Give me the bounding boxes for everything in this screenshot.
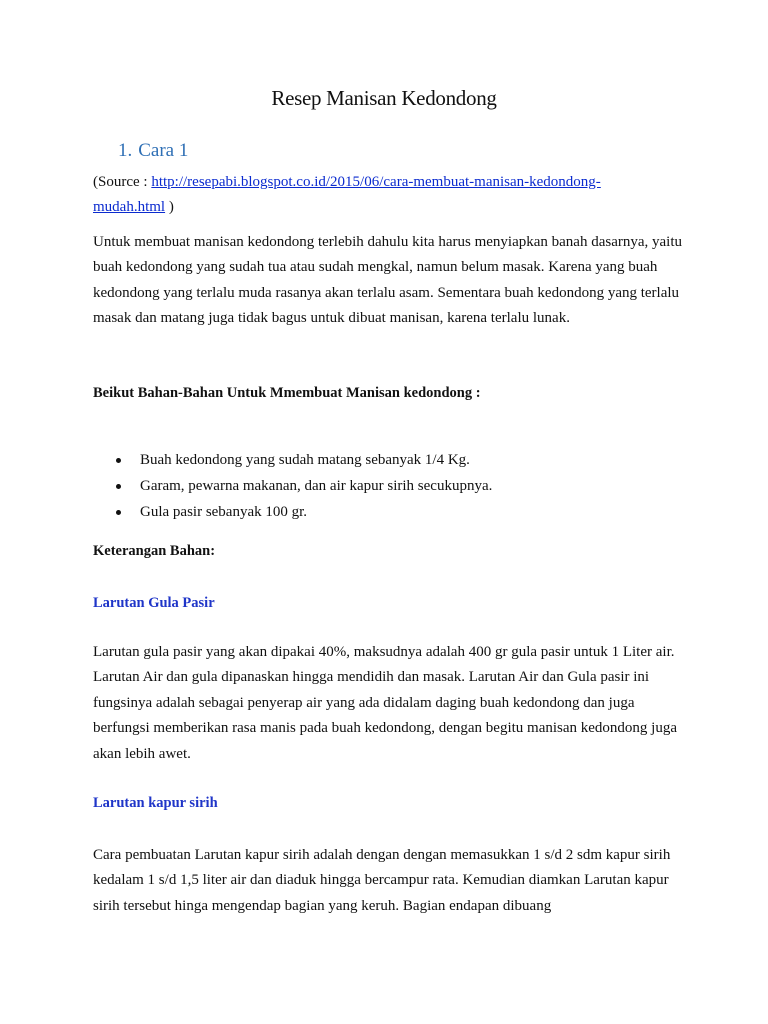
list-item-text: Buah kedondong yang sudah matang sebanyak 1/4 Kg. <box>140 452 470 468</box>
gula-pasir-paragraph: Larutan gula pasir yang akan dipakai 40%, maksudnya adalah 400 gr gula pasir untuk 1 Liter air. Larutan Air dan gula dipanaskan hingga mendidih dan masak. Larutan Air dan Gula pasir ini fungsinya adalah sebagai penyerap air yang ada didalam daging buah kedondong dan juga berfungsi memberikan rasa manis pada buah kedondong, dengan begitu manisan kedondong juga akan lebih awet. <box>93 644 678 762</box>
document-title: Resep Manisan Kedondong <box>271 86 497 110</box>
kapur-sirih-paragraph: Cara pembuatan Larutan kapur sirih adalah dengan dengan memasukkan 1 s/d 2 sdm kapur sirih kedalam 1 s/d 1,5 liter air dan diaduk hingga bercampur rata. Kemudian diamkan Larutan kapur sirih tersebut hinga mengendap bagian yang keruh. Bagian endapan dibuang <box>93 847 671 914</box>
section-number: 1. <box>118 140 133 161</box>
section-heading-cara-1 <box>118 140 188 162</box>
gula-pasir-heading: Larutan Gula Pasir <box>93 595 215 611</box>
notes-heading: Keterangan Bahan: <box>93 543 216 559</box>
list-item-text: Garam, pewarna makanan, dan air kapur sirih secukupnya. <box>140 478 493 494</box>
list-item <box>93 473 492 499</box>
ingredients-heading: Beikut Bahan-Bahan Untuk Mmembuat Manisan kedondong : <box>93 385 481 401</box>
intro-paragraph: Untuk membuat manisan kedondong terlebih dahulu kita harus menyiapkan banah dasarnya, yaitu buah kedondong yang sudah tua atau sudah mengkal, namun belum masak. Karena yang buah kedondong yang terlalu muda rasanya akan terlalu asam. Sementara buah kedondong yang terlalu masak dan matang juga tidak bagus untuk dibuat manisan, karena terlalu lunak. <box>93 234 683 327</box>
source-link-line1: http://resepabi.blogspot.co.id/2015/06/cara-membuat-manisan-kedondong- <box>151 174 601 190</box>
source-prefix: (Source : <box>93 174 152 190</box>
bullet-icon <box>116 458 121 463</box>
bullet-icon <box>116 484 121 489</box>
kapur-sirih-heading: Larutan kapur sirih <box>93 795 218 811</box>
source-suffix: ) <box>165 199 174 216</box>
ingredients-list <box>93 447 492 525</box>
source-link-line2: mudah.html <box>93 199 166 216</box>
source-line <box>93 170 683 221</box>
bullet-icon <box>116 510 121 515</box>
list-item <box>93 499 492 525</box>
list-item <box>93 447 492 473</box>
list-item-text: Gula pasir sebanyak 100 gr. <box>140 504 308 520</box>
section-label: Cara 1 <box>138 140 189 161</box>
